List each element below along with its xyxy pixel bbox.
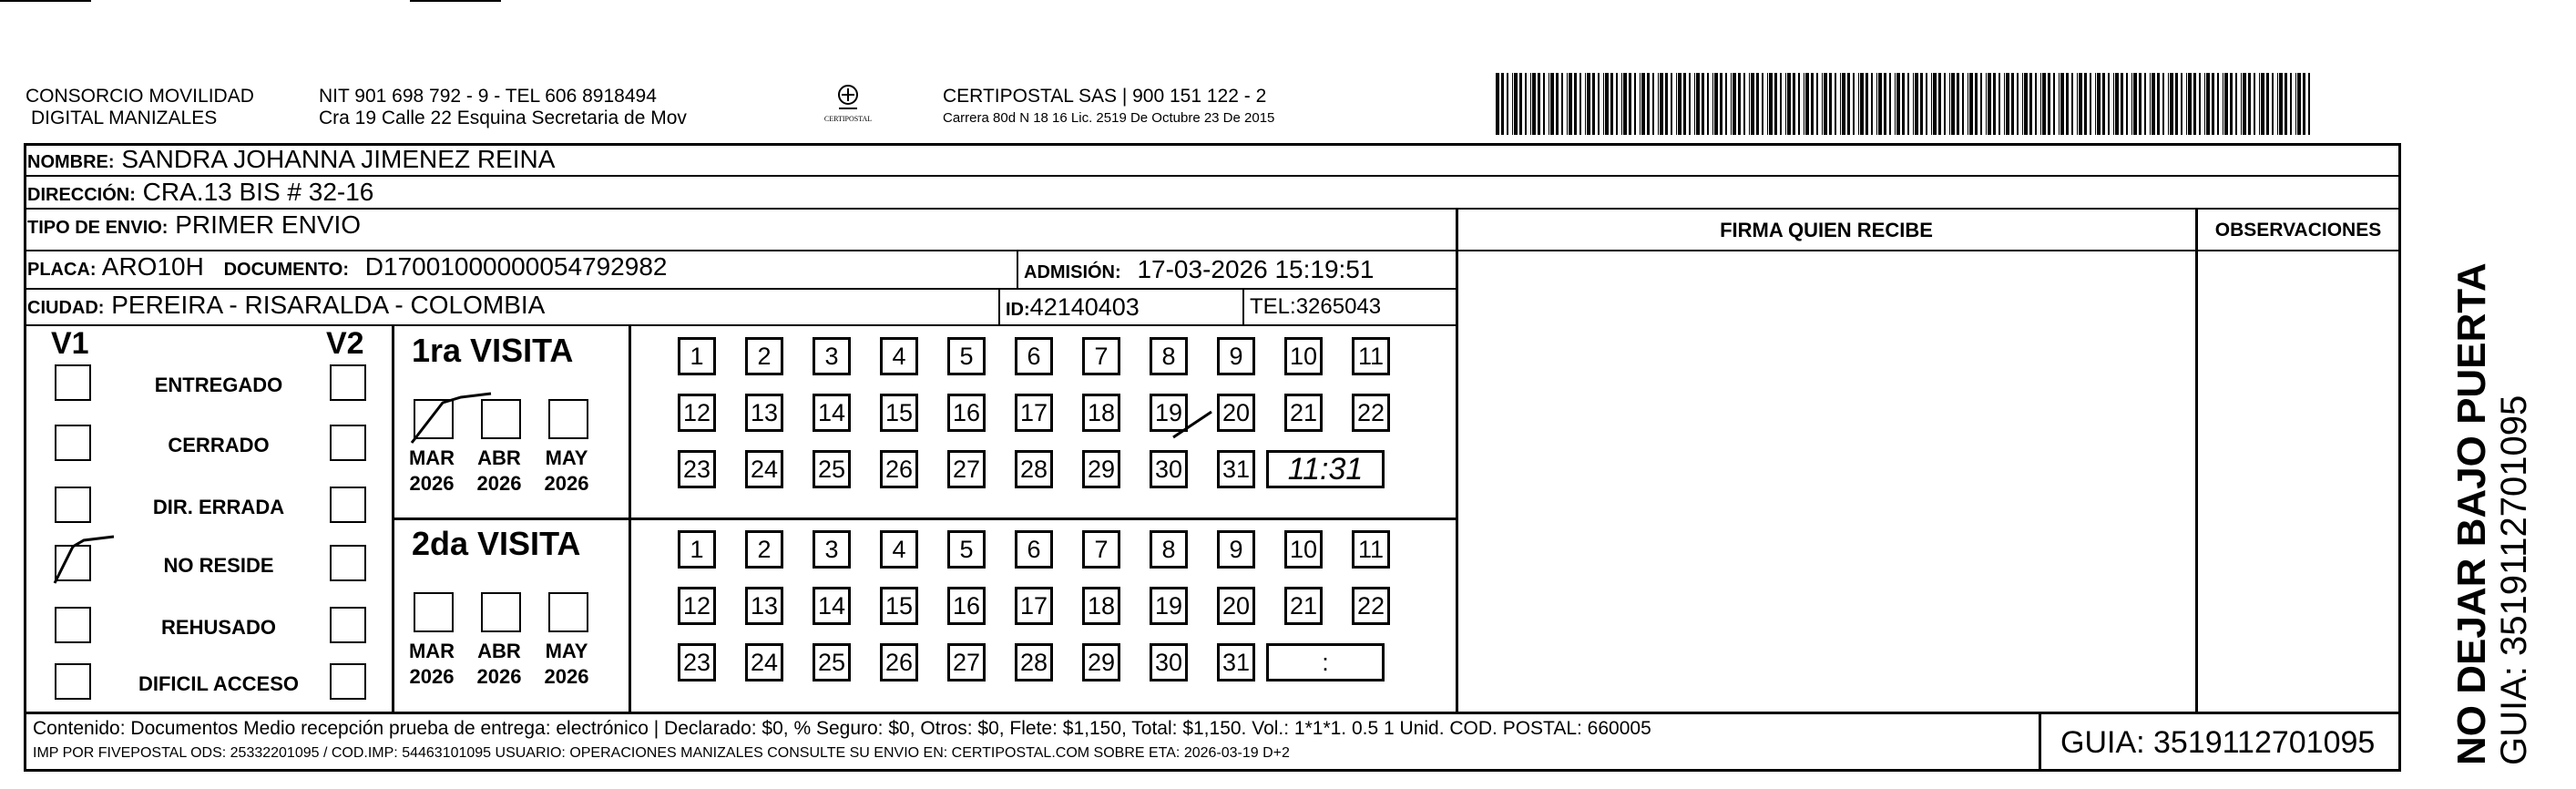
direccion-label: DIRECCIÓN: [27, 185, 136, 205]
v2-checkbox[interactable] [330, 607, 366, 643]
month-year: 2026 [544, 472, 589, 495]
day-box[interactable]: 17 [1015, 587, 1053, 625]
day-box[interactable]: 28 [1015, 450, 1053, 488]
v2-checkbox[interactable] [330, 545, 366, 581]
id-cell [1000, 290, 1140, 326]
day-box[interactable]: 20 [1217, 587, 1255, 625]
day-box[interactable]: 2 [745, 337, 783, 375]
day-box[interactable]: 4 [880, 530, 918, 569]
sender-nit: NIT 901 698 792 - 9 - TEL 606 8918494 [319, 86, 657, 107]
month-label: MAR [408, 640, 455, 662]
day-box[interactable]: 5 [947, 530, 986, 569]
side-text [2450, 262, 2534, 765]
day-box[interactable]: 23 [678, 450, 716, 488]
month-label: MAY [545, 640, 588, 662]
nombre-value: SANDRA JOHANNA JIMENEZ REINA [121, 145, 556, 173]
top-mark-mid [410, 0, 501, 2]
placa-value: ARO10H [101, 252, 204, 281]
day-box[interactable]: 13 [745, 394, 783, 432]
day-box[interactable]: 6 [1015, 530, 1053, 569]
day-box[interactable]: 9 [1217, 337, 1255, 375]
handwritten-check-mar [404, 392, 496, 446]
v2-checkbox[interactable] [330, 364, 366, 401]
day-box[interactable]: 18 [1082, 587, 1120, 625]
time-box[interactable]: 11:31 [1266, 450, 1385, 488]
day-box[interactable]: 25 [813, 643, 851, 681]
month-year: 2026 [409, 665, 455, 688]
first-visit-title: 1ra VISITA [412, 332, 574, 369]
certipostal-logo-icon [816, 78, 880, 133]
direccion-value: CRA.13 BIS # 32-16 [142, 178, 374, 206]
certipostal-logo-text: CERTIPOSTAL [823, 115, 873, 123]
day-box[interactable]: 6 [1015, 337, 1053, 375]
top-mark-left [0, 0, 91, 2]
id-value: 42140403 [1029, 293, 1140, 321]
v1-checkbox[interactable] [55, 663, 91, 700]
month-year: 2026 [544, 665, 589, 688]
day-box[interactable]: 25 [813, 450, 851, 488]
day-box[interactable]: 13 [745, 587, 783, 625]
admision-cell [1018, 251, 1374, 290]
day-box[interactable]: 22 [1352, 394, 1390, 432]
status-option-label: REHUSADO [161, 616, 276, 639]
day-box[interactable]: 29 [1082, 643, 1120, 681]
day-box[interactable]: 17 [1015, 394, 1053, 432]
day-box[interactable]: 16 [947, 587, 986, 625]
tel-value: 3265043 [1295, 294, 1382, 319]
month-year: 2026 [476, 665, 522, 688]
day-box[interactable]: 12 [678, 394, 716, 432]
day-box[interactable]: 3 [813, 530, 851, 569]
v2-checkbox[interactable] [330, 663, 366, 700]
v1-checkbox[interactable] [55, 607, 91, 643]
admision-value: 17-03-2026 15:19:51 [1137, 255, 1375, 283]
month-label: ABR [477, 446, 521, 469]
tipo-envio-value: PRIMER ENVIO [175, 210, 362, 239]
placa-label: PLACA: [27, 260, 97, 280]
day-box[interactable]: 7 [1082, 530, 1120, 569]
day-box[interactable]: 27 [947, 643, 986, 681]
div-visits [394, 517, 1457, 520]
v1-checkbox[interactable] [55, 364, 91, 401]
tel-label: TEL: [1250, 294, 1296, 319]
day-box[interactable]: 28 [1015, 643, 1053, 681]
v1-checkbox[interactable] [55, 487, 91, 523]
carrier-license: Carrera 80d N 18 16 Lic. 2519 De Octubre 23 De 2015 [943, 110, 1275, 126]
day-box[interactable]: 11 [1352, 530, 1390, 569]
status-option-label: DIR. ERRADA [152, 496, 285, 518]
admision-label: ADMISIÓN: [1024, 262, 1121, 282]
status-option-label: CERRADO [168, 434, 270, 456]
div-id [998, 290, 1000, 326]
month-label: MAY [545, 446, 588, 469]
handwritten-mark-day-19 [1170, 406, 1215, 443]
time-box[interactable]: : [1266, 643, 1385, 681]
footer-content: Contenido: Documentos Medio recepción prueba de entrega: electrónico | Declarado: $0, % Seguro: $0, Otros: $0, Flete: $1,150, Total: $1,150. Vol.: 1*1*1. 0.5 1 Unid. COD. POSTAL: 660005 [33, 718, 1651, 739]
footer-top-line [24, 712, 2401, 714]
day-box[interactable]: 8 [1150, 337, 1188, 375]
month-label: MAR [408, 446, 455, 469]
status-option-label: ENTREGADO [154, 374, 283, 396]
side-warning: NO DEJAR BAJO PUERTA [2449, 262, 2494, 765]
day-box[interactable]: 24 [745, 643, 783, 681]
signature-header [1457, 210, 2195, 251]
day-box[interactable]: 10 [1284, 337, 1323, 375]
sender-name-line1: CONSORCIO MOVILIDAD [26, 86, 254, 107]
day-box[interactable]: 27 [947, 450, 986, 488]
day-box[interactable]: 31 [1217, 643, 1255, 681]
day-box[interactable]: 2 [745, 530, 783, 569]
carrier-name: CERTIPOSTAL SAS | 900 151 122 - 2 [943, 86, 1267, 107]
status-option-label: DIFICIL ACCESO [138, 672, 299, 695]
day-box[interactable]: 7 [1082, 337, 1120, 375]
second-visit-title: 2da VISITA [412, 525, 581, 562]
day-box[interactable]: 21 [1284, 394, 1323, 432]
day-box[interactable]: 3 [813, 337, 851, 375]
day-box[interactable]: 12 [678, 587, 716, 625]
day-box[interactable]: 8 [1150, 530, 1188, 569]
tipo-envio-label: TIPO DE ENVIO: [27, 218, 169, 238]
ciudad-label: CIUDAD: [27, 298, 105, 318]
handwritten-check-no-reside [46, 533, 128, 588]
nombre-label: NOMBRE: [27, 152, 115, 172]
day-box[interactable]: 20 [1217, 394, 1255, 432]
footer-guia: GUIA: 3519112701095 [2060, 725, 2376, 760]
month-label: ABR [477, 640, 521, 662]
day-box[interactable]: 15 [880, 587, 918, 625]
v2-checkbox[interactable] [330, 425, 366, 461]
day-box[interactable]: 29 [1082, 450, 1120, 488]
day-box[interactable]: 9 [1217, 530, 1255, 569]
sender-address: Cra 19 Calle 22 Esquina Secretaria de Mov [319, 108, 687, 128]
day-box[interactable]: 14 [813, 394, 851, 432]
day-box[interactable]: 26 [880, 643, 918, 681]
tel-cell [1244, 290, 1381, 326]
day-box[interactable]: 19 [1150, 394, 1188, 432]
div-footer-guia [2039, 712, 2041, 771]
month-checkbox[interactable] [548, 592, 588, 632]
day-box[interactable]: 22 [1352, 587, 1390, 625]
div-admision [1017, 251, 1018, 290]
month-checkbox[interactable] [481, 592, 521, 632]
day-box[interactable]: 1 [678, 530, 716, 569]
documento-value: D17001000000054792982 [364, 252, 668, 281]
day-box[interactable]: 10 [1284, 530, 1323, 569]
day-box[interactable]: 21 [1284, 587, 1323, 625]
day-box[interactable]: 11 [1352, 337, 1390, 375]
div-signature [1456, 210, 1458, 712]
signature-header-text: FIRMA QUIEN RECIBE [1720, 219, 1933, 241]
day-box[interactable]: 18 [1082, 394, 1120, 432]
month-year: 2026 [409, 472, 455, 495]
month-year: 2026 [476, 472, 522, 495]
day-box[interactable]: 23 [678, 643, 716, 681]
day-box[interactable]: 31 [1217, 450, 1255, 488]
observations-header-text: OBSERVACIONES [2214, 220, 2382, 241]
day-box[interactable]: 30 [1150, 450, 1188, 488]
sender-name-line2: DIGITAL MANIZALES [31, 108, 218, 128]
ciudad-value: PEREIRA - RISARALDA - COLOMBIA [111, 291, 546, 319]
day-box[interactable]: 1 [678, 337, 716, 375]
side-guia: GUIA: 3519112701095 [2494, 394, 2534, 765]
day-box[interactable]: 19 [1150, 587, 1188, 625]
footer-imp: IMP POR FIVEPOSTAL ODS: 25332201095 / COD.IMP: 54463101095 USUARIO: OPERACIONES MANIZALES CONSULTE SU ENVIO EN: CERTIPOSTAL.COM SOBRE ETA: 2026-03-19 D+2 [33, 745, 1290, 761]
day-box[interactable]: 14 [813, 587, 851, 625]
v2-label: V2 [326, 326, 364, 361]
barcode [1494, 73, 2318, 135]
day-box[interactable]: 5 [947, 337, 986, 375]
observations-header [2198, 210, 2398, 251]
div-observations [2195, 210, 2198, 712]
month-checkbox[interactable] [414, 592, 454, 632]
v2-checkbox[interactable] [330, 487, 366, 523]
day-box[interactable]: 24 [745, 450, 783, 488]
div-tel [1242, 290, 1244, 326]
day-box[interactable]: 26 [880, 450, 918, 488]
documento-label: DOCUMENTO: [223, 260, 350, 280]
day-box[interactable]: 30 [1150, 643, 1188, 681]
row-direccion [24, 177, 2401, 210]
day-box[interactable]: 16 [947, 394, 986, 432]
id-label: ID: [1006, 300, 1030, 320]
day-box[interactable]: 4 [880, 337, 918, 375]
status-option-label: NO RESIDE [163, 554, 274, 577]
month-checkbox[interactable] [548, 399, 588, 439]
day-box[interactable]: 15 [880, 394, 918, 432]
v1-checkbox[interactable] [55, 425, 91, 461]
row-nombre [24, 144, 2401, 177]
v1-label: V1 [51, 326, 89, 361]
row-tipo-envio [24, 210, 1457, 251]
